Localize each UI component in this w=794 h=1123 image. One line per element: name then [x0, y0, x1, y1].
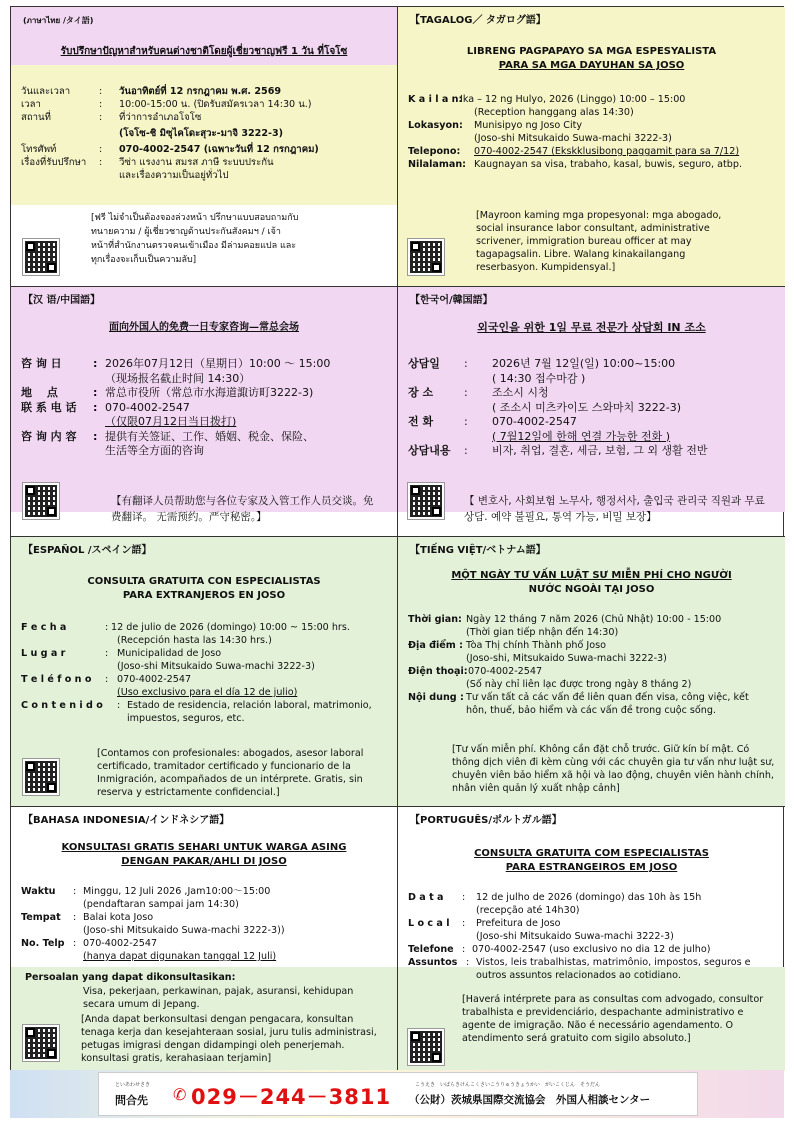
info-row: โทรศัพท์ : 070-4002-2547 (เฉพาะวันที่ 12 กรกฎาคม) — [21, 144, 319, 155]
section-title-line1: MỘT NGÀY TƯ VẤN LUẬT SƯ MIỄN PHÍ CHO NGƯỜI — [451, 570, 732, 581]
contact-phone[interactable]: 029－244－3811 — [191, 1085, 392, 1109]
section-note: [Mayroon kaming mga propesyonal: mga abogado, social insurance labor consultant, administrative scrivener, immigration bureau officer at may tagapagsalin. Libre. Walang kinakailangang reserbasyon. Kumpidensyal.] — [476, 210, 722, 273]
info-row: วันและเวลา : วันอาทิตย์ที่ 12 กรกฎาคม พ.ศ. 2569 — [21, 86, 282, 97]
info-row: Telepono: 070-4002-2547 (Ekskklusibong paggamit para sa 7/12) — [408, 146, 740, 157]
info-row: K a i l a n: Ika – 12 ng Hulyo, 2026 (Linggo) 10:00 – 15:00 — [408, 94, 686, 105]
info-row: 전 화 : 070-4002-2547 — [408, 415, 577, 428]
info-row: D a t a : 12 de julho de 2026 (domingo) das 10h às 15h — [408, 892, 702, 903]
section-note: 【 변호사, 사회보험 노무사, 행정서사, 출입국 관리국 직원과 무료 상담. 예약 불필요, 통역 가능, 비밀 보장】 — [464, 495, 765, 523]
section-note: [ฟรี ไม่จำเป็นต้องจองล่วงหน้า ปรึกษาแบบสอบถามกับ ทนายความ / ผู้เชี่ยวชาญด้านประกันสังคมฯ / เจ้าหน้าที่สำนักงานตรวจคนเข้าเมือง มีล่ามคอยแปล และทุกเรื่องจะเก็บเป็นความลับ] — [91, 213, 299, 265]
flyer-grid — [10, 6, 784, 1070]
info-row: 咨 询 日 : 2026年07月12日（星期日）10:00 ～ 15:00 — [21, 357, 331, 370]
info-row: T e l é f o n o : 070-4002-2547 — [21, 674, 192, 685]
info-row: (pendaftaran sampai jam 14:30) — [83, 899, 239, 910]
info-row: （现场报名截止时间 14:30） — [105, 371, 251, 385]
section-header: 【한국어/韓国語】 — [410, 295, 493, 306]
section-title-line1: LIBRENG PAGPAPAYO SA MGA ESPESYALISTA — [466, 46, 717, 57]
info-row: No. Telp : 070-4002-2547 — [21, 938, 158, 949]
info-row: (Số này chỉ liên lạc được trong ngày 8 tháng 2) — [466, 679, 692, 690]
info-rows — [21, 621, 391, 725]
qr-code[interactable] — [408, 483, 444, 519]
info-row: (Uso exclusivo para el día 12 de julio) — [117, 687, 298, 698]
section-tagalog — [398, 7, 785, 287]
info-row: 장 소 : 조소시 시청 — [408, 386, 549, 399]
info-row: Telefone : 070-4002-2547 (uso exclusivo no dia 12 de julho) — [408, 944, 711, 955]
qr-code[interactable] — [23, 239, 59, 275]
info-row: （仅限07月12日当日拨打) — [105, 415, 237, 428]
section-header: 【TAGALOG／ タガログ語】 — [410, 15, 546, 26]
contact-label-ruby: といあわせさき — [115, 1082, 151, 1088]
info-row: ( 조소시 미츠카이도 스와마치 3222-3) — [492, 400, 682, 414]
section-title: รับปรึกษาปัญหาสำหรับคนต่างชาติโดยผู้เชี่ยวชาญฟรี 1 วัน ที่โจโซ — [60, 46, 348, 57]
qr-code[interactable] — [23, 1025, 59, 1061]
info-rows — [408, 613, 779, 717]
section-title-line2: DENGAN PAKAR/AHLI DI JOSO — [121, 856, 287, 867]
section-portuguese — [398, 807, 785, 1071]
section-title: 외국인을 위한 1일 무료 전문가 상담회 IN 조소 — [477, 321, 706, 334]
info-rows — [21, 885, 391, 963]
info-row: ( 7월12일에 한해 연결 가능한 전화 ) — [492, 429, 671, 443]
section-thai — [11, 7, 398, 287]
info-rows — [21, 85, 391, 182]
info-row: 咨 询 内 容 : 提供有关签证、工作、婚姻、税金、保险、 — [21, 429, 314, 443]
section-title: 面向外国人的免费一日专家咨询—常总会场 — [109, 322, 299, 333]
section-title-line2: PARA EXTRANJEROS EN JOSO — [122, 590, 286, 601]
section-title-line1: CONSULTA GRATUITA CON ESPECIALISTAS — [87, 576, 321, 587]
info-row: 联 系 电 话 : 070-4002-2547 — [21, 400, 190, 414]
qr-code[interactable] — [408, 1029, 444, 1065]
info-row: L o c a l : Prefeitura de Joso — [408, 918, 561, 929]
info-row: (recepção até 14h30) — [476, 905, 580, 916]
info-row: (Joso-shi Mitsukaido Suwa-machi 3222-3) — [117, 661, 315, 672]
section-note: [Anda dapat berkonsultasi dengan pengacara, konsultan tenaga kerja dan kesejahteraan sosial, juru tulis administrasi, petugas imigrasi dengan didampingi oleh penerjemah. konsultasi gratis, kerahasiaan terjamin] — [81, 1014, 377, 1064]
info-row: Assuntos : Vistos, leis trabalhistas, matrimônio, impostos, seguros e outros assuntos relacionados ao cotidiano. — [408, 957, 751, 981]
info-row: (Joso-shi, Mitsukaido Suwa-machi 3222-3) — [466, 653, 667, 664]
qr-code[interactable] — [23, 759, 59, 795]
info-row: (hanya dapat digunakan tanggal 12 Juli) — [83, 951, 277, 962]
section-note: [Contamos con profesionales: abogados, asesor laboral certificado, tramitador certificado y funcionario de la Inmigración, acompañados de un intérprete. Gratis, sin reserva y estrictamente confidencial.] — [97, 748, 364, 798]
section-indonesian — [11, 807, 398, 1071]
info-row: F e c h a : 12 de julio de 2026 (domingo) 10:00 ~ 15:00 hrs. — [21, 622, 350, 633]
section-chinese — [11, 287, 398, 537]
section-title-line2: NƯỚC NGOÀI TẠI JOSO — [528, 584, 655, 595]
info-row: 地 点 : 常总市役所（常总市水海道諏访町3222-3) — [21, 386, 314, 399]
info-row: (Reception hanggang alas 14:30) — [474, 107, 634, 118]
info-row: (โจโซ-ชิ มิซุไคโดะสุวะ-มาจิ 3222-3) — [119, 128, 284, 139]
info-row: (Joso-shi Mitsukaido Suwa-machi 3222-3)) — [83, 925, 285, 936]
info-row: 상담일 : 2026년 7월 12일(일) 10:00~15:00 — [408, 357, 676, 370]
info-row: Nội dung : Tư vấn tất cả các vấn đề liên quan đến visa, công việc, kết hôn, thuế, bảo hiểm và các vấn đề trong cuộc sống. — [408, 692, 749, 716]
info-rows — [408, 357, 779, 459]
qr-code[interactable] — [408, 239, 444, 275]
section-title-line1: KONSULTASI GRATIS SEHARI UNTUK WARGA ASING — [61, 842, 347, 853]
info-row: และเรื่องความเป็นอยู่ทั่วไป — [119, 170, 229, 181]
section-header: 【PORTUGUÊS/ポルトガル語】 — [410, 815, 562, 826]
info-row: (Joso-shi Mitsukaido Suwa-machi 3222-3) — [474, 133, 672, 144]
contact-footer — [98, 1072, 698, 1116]
info-row: เวลา : 10:00-15:00 น. (ปิดรับสมัครเวลา 14:30 น.) — [21, 99, 312, 110]
section-header: 【ESPAÑOL /スペイン語】 — [23, 545, 152, 556]
contact-label: 問合先 — [115, 1094, 148, 1107]
info-row: Waktu : Minggu, 12 Juli 2026 ,Jam10:00～15:00 — [21, 886, 271, 897]
section-header: 【汉 语/中国語】 — [23, 295, 101, 306]
section-title-line1: CONSULTA GRATUITA COM ESPECIALISTAS — [474, 848, 709, 859]
info-row: (Joso-shi Mitsukaido Suwa-machi 3222-3) — [476, 931, 674, 942]
section-title-line2: PARA ESTRANGEIROS EM JOSO — [505, 862, 678, 873]
info-row: 상담내용 : 비자, 취업, 결혼, 세금, 보험, 그 외 생활 전반 — [408, 444, 708, 457]
section-korean — [398, 287, 785, 537]
section-note: [Tư vấn miễn phí. Không cần đặt chỗ trước. Giữ kín bí mật. Có thông dịch viên đi kèm cùng với các chuyên gia tư vấn như luật sư, chuyên viên bảo hiểm xã hội và lao động, chuyên viên hành chính, nhân viên quản lý xuất nhập cảnh] — [452, 744, 775, 794]
section-header: 【BAHASA INDONESIA/インドネシア語】 — [23, 815, 230, 826]
section-header: (ภาษาไทย /タイ語) — [23, 16, 94, 25]
info-row: (Recepción hasta las 14:30 hrs.) — [117, 635, 272, 646]
section-vietnamese — [398, 537, 785, 807]
section-title-line2: PARA SA MGA DAYUHAN SA JOSO — [498, 60, 685, 71]
info-row: Nilalaman: Kaugnayan sa visa, trabaho, kasal, buwis, seguro, atbp. — [408, 159, 742, 170]
info-row: Lokasyon: Munisipyo ng Joso City — [408, 120, 583, 131]
info-row: ( 14:30 접수마감 ) — [492, 371, 586, 385]
info-row: (Thời gian tiếp nhận đến 14:30) — [466, 627, 619, 638]
section-note: [Haverá intérprete para as consultas com advogado, consultor trabalhista e previdenciário, despachante administrativo e agente de imigração. Não é necessário agendamento. O atendimento será gratuito com sigilo absoluto.] — [462, 994, 764, 1044]
consult-topics-label: Persoalan yang dapat dikonsultasikan: — [25, 972, 236, 983]
phone-icon: ✆ — [173, 1085, 187, 1104]
info-row: Tempat : Balai kota Joso — [21, 912, 154, 923]
info-row: Thời gian: Ngày 12 tháng 7 năm 2026 (Chủ Nhật) 10:00 - 15:00 — [408, 614, 722, 625]
info-row: C o n t e n i d o : Estado de residencia, relación laboral, matrimonio, impuestos, seguros, etc. — [21, 700, 372, 724]
info-row: Điện thoại: 070-4002-2547 — [408, 666, 543, 677]
info-row: เรื่องที่รับปรึกษา : วีซ่า แรงงาน สมรส ภาษี ระบบประกัน — [21, 157, 274, 168]
org-ruby: こうえき いばらきけんこくさいこうりゅうきょうかい がいこくじん そうだん — [415, 1082, 601, 1088]
info-row: L u g a r : Municipalidad de Joso — [21, 648, 222, 659]
qr-code[interactable] — [23, 483, 59, 519]
info-row: 生活等全方面的咨询 — [105, 444, 204, 457]
consult-topics-text: Visa, pekerjaan, perkawinan, pajak, asuransi, kehidupan secara umum di Jepang. — [83, 986, 354, 1010]
section-note: 【有翻译人员帮助您与各位专家及入管工作人员交谈。免费翻译。 无需预约。严守秘密。】 — [111, 495, 374, 523]
section-header: 【TIẾNG VIỆT/ベトナム語】 — [410, 545, 546, 556]
section-spanish — [11, 537, 398, 807]
info-rows — [408, 93, 779, 171]
info-row: สถานที่ : ที่ว่าการอำเภอโจโซ — [21, 112, 202, 123]
info-rows — [408, 891, 779, 982]
organization-name: （公財）茨城県国際交流協会 外国人相談センター — [409, 1094, 651, 1106]
info-rows — [21, 357, 391, 459]
info-row: Địa điểm : Tòa Thị chính Thành phố Joso — [408, 640, 606, 651]
